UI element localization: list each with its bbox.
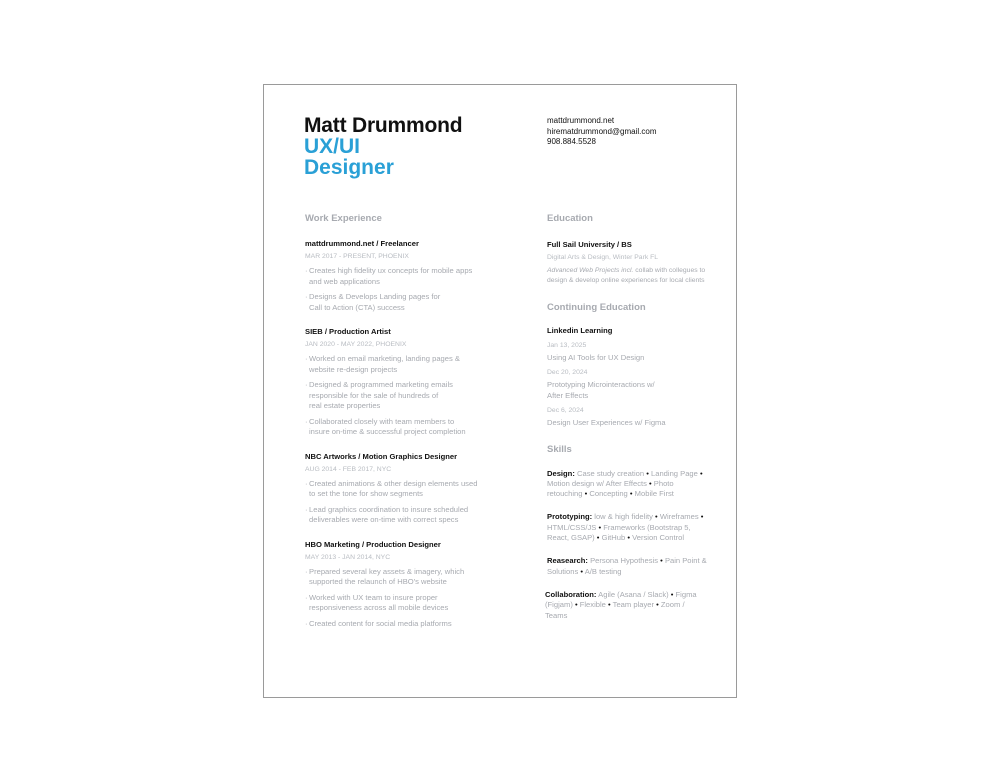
- work-experience-column: [305, 213, 505, 629]
- skill-item: HTML/CSS/JS: [547, 522, 597, 532]
- right-column: [547, 213, 707, 621]
- bullet-text: Worked with UX team to insure proper responsiveness across all mobile devices: [309, 592, 449, 612]
- bullet-dot: ·: [305, 292, 308, 301]
- resume-name: Matt Drummond: [304, 114, 463, 137]
- job-dates: MAY 2013 - JAN 2014, NYC: [305, 553, 391, 561]
- skill-label: Prototyping:: [547, 512, 593, 522]
- contact-website[interactable]: mattdrummond.net: [547, 116, 615, 125]
- skills-list: [547, 469, 707, 621]
- bullet-text: Designs & Develops Landing pages for Call to Action (CTA) success: [309, 292, 441, 312]
- bullet-dot: ·: [305, 416, 308, 426]
- work-experience-heading: Work Experience: [305, 213, 382, 224]
- bullet-dot: ·: [305, 380, 308, 389]
- job-bullet: [305, 292, 505, 313]
- bullet-text: Worked on email marketing, landing pages & website re-design projects: [309, 354, 460, 374]
- job-title: HBO Marketing / Production Designer: [305, 539, 441, 549]
- course-title: Prototyping Microinteractions w/ After Effects: [547, 380, 655, 400]
- role-line-2: Designer: [304, 156, 394, 179]
- job-bullet: [305, 619, 505, 630]
- course-title: Using AI Tools for UX Design: [547, 352, 645, 362]
- job-bullet: [305, 354, 505, 375]
- job-entry: [305, 452, 505, 526]
- skill-separator: •: [652, 512, 660, 522]
- resume-page: [263, 84, 737, 698]
- course-date: Dec 6, 2024: [547, 407, 584, 415]
- school-name: Full Sail University / BS: [547, 240, 632, 249]
- skill-separator: •: [594, 533, 602, 543]
- job-bullet: [305, 567, 505, 588]
- skill-item: Frameworks (Bootstrap 5, React, GSAP): [547, 522, 691, 543]
- skill-separator: •: [654, 600, 661, 610]
- skill-item: Photo retouching: [547, 478, 674, 499]
- skill-item: Mobile First: [634, 489, 674, 499]
- skill-item: Figma (Figjam): [545, 589, 697, 610]
- job-entry: [305, 239, 505, 313]
- skill-item: Persona Hypothesis: [590, 556, 659, 566]
- skill-label: Collaboration:: [545, 589, 597, 599]
- bullet-dot: ·: [305, 504, 308, 514]
- skill-item: Team player: [612, 600, 655, 610]
- skill-separator: •: [627, 489, 635, 499]
- job-title: NBC Artworks / Motion Graphics Designer: [305, 451, 458, 461]
- skill-separator: •: [698, 512, 704, 522]
- skill-item: Pain Point & Solutions: [547, 556, 707, 576]
- school-program: Digital Arts & Design, Winter Park FL: [547, 254, 659, 261]
- bullet-text: Designed & programmed marketing emails responsible for the sale of hundreds of real estate properties: [309, 380, 453, 410]
- bullet-text: Prepared several key assets & imagery, which supported the relaunch of HBO's website: [309, 566, 465, 586]
- skill-item: Landing Page: [651, 468, 698, 478]
- job-bullet: [305, 593, 505, 614]
- course-date: Dec 20, 2024: [547, 369, 588, 377]
- education-description-rest: collab with collegues to design & develop online experiences for local clients: [547, 267, 706, 285]
- bullet-text: Created animations & other design elements used to set the tone for show segments: [309, 478, 478, 498]
- skill-label: Design:: [547, 468, 575, 478]
- bullet-dot: ·: [305, 266, 308, 275]
- job-title: mattdrummond.net / Freelancer: [305, 239, 419, 248]
- skill-label: Reasearch:: [547, 556, 588, 566]
- contact-email[interactable]: hirematdrummond@gmail.com: [547, 126, 657, 136]
- bullet-dot: ·: [305, 592, 308, 602]
- skill-separator: •: [578, 566, 585, 576]
- bullet-text: Lead graphics coordination to insure scheduled deliverables were on-time with correct specs: [309, 504, 469, 524]
- contact-phone: 908.884.5528: [547, 137, 596, 146]
- skill-item: low & high fidelity: [594, 512, 653, 522]
- skill-item: Agile (Asana / Slack): [598, 589, 669, 599]
- skill-item: Version Control: [632, 533, 685, 543]
- bullet-text: Created content for social media platforms: [309, 618, 452, 628]
- job-dates: AUG 2014 - FEB 2017, NYC: [305, 465, 392, 473]
- skill-item: Wireframes: [659, 512, 699, 522]
- skill-separator: •: [625, 533, 633, 543]
- skill-item: GitHub: [601, 533, 626, 543]
- skill-item: Flexible: [579, 600, 606, 610]
- bullet-text: Creates high fidelity ux concepts for mobile apps and web applications: [309, 266, 473, 286]
- resume-role: [304, 136, 394, 178]
- contact-block: [547, 116, 657, 148]
- job-bullet: [305, 479, 505, 500]
- skill-separator: •: [644, 468, 651, 478]
- job-entry: [305, 540, 505, 630]
- job-bullet: [305, 380, 505, 412]
- bullet-dot: ·: [305, 354, 308, 363]
- skill-separator: •: [668, 589, 676, 599]
- education-heading: Education: [547, 213, 593, 224]
- skill-separator: •: [605, 600, 613, 610]
- job-bullet: [305, 505, 505, 526]
- continuing-provider: Linkedin Learning: [547, 325, 613, 335]
- course-date: Jan 13, 2025: [547, 341, 587, 349]
- job-dates: MAR 2017 - PRESENT, PHOENIX: [305, 253, 409, 260]
- education-description: [547, 266, 707, 287]
- skill-separator: •: [572, 600, 580, 610]
- skill-item: Case study creation: [576, 468, 645, 478]
- skill-group: [547, 512, 707, 543]
- bullet-dot: ·: [305, 478, 308, 488]
- course-list: [547, 341, 707, 429]
- skills-heading: Skills: [547, 443, 572, 455]
- skill-item: Concepting: [589, 489, 628, 499]
- skill-separator: •: [658, 556, 665, 566]
- course-title: Design User Experiences w/ Figma: [547, 418, 666, 428]
- skill-group: [547, 469, 707, 500]
- bullet-dot: ·: [305, 566, 308, 576]
- education-description-italic: Advanced Web Projects incl.: [547, 267, 634, 274]
- job-title: SIEB / Production Artist: [305, 327, 391, 336]
- continuing-education-heading: Continuing Education: [547, 301, 646, 313]
- skill-item: Motion design w/ After Effects: [547, 478, 647, 488]
- skill-separator: •: [697, 468, 703, 478]
- skill-separator: •: [646, 478, 654, 488]
- skill-group: [545, 590, 707, 621]
- role-line-1: UX/UI: [304, 135, 361, 158]
- skill-group: [547, 556, 707, 577]
- job-bullet: [305, 266, 505, 287]
- job-bullet: [305, 417, 505, 438]
- bullet-text: Collaborated closely with team members to insure on-time & successful project completion: [309, 416, 466, 436]
- skill-separator: •: [582, 489, 590, 499]
- job-entry: [305, 327, 505, 438]
- bullet-dot: ·: [305, 618, 308, 628]
- job-list: [305, 239, 505, 629]
- skill-separator: •: [596, 522, 604, 532]
- job-dates: JAN 2020 - MAY 2022, PHOENIX: [305, 341, 407, 348]
- skill-item: A/B testing: [584, 566, 622, 576]
- skill-item: Zoom / Teams: [545, 600, 685, 620]
